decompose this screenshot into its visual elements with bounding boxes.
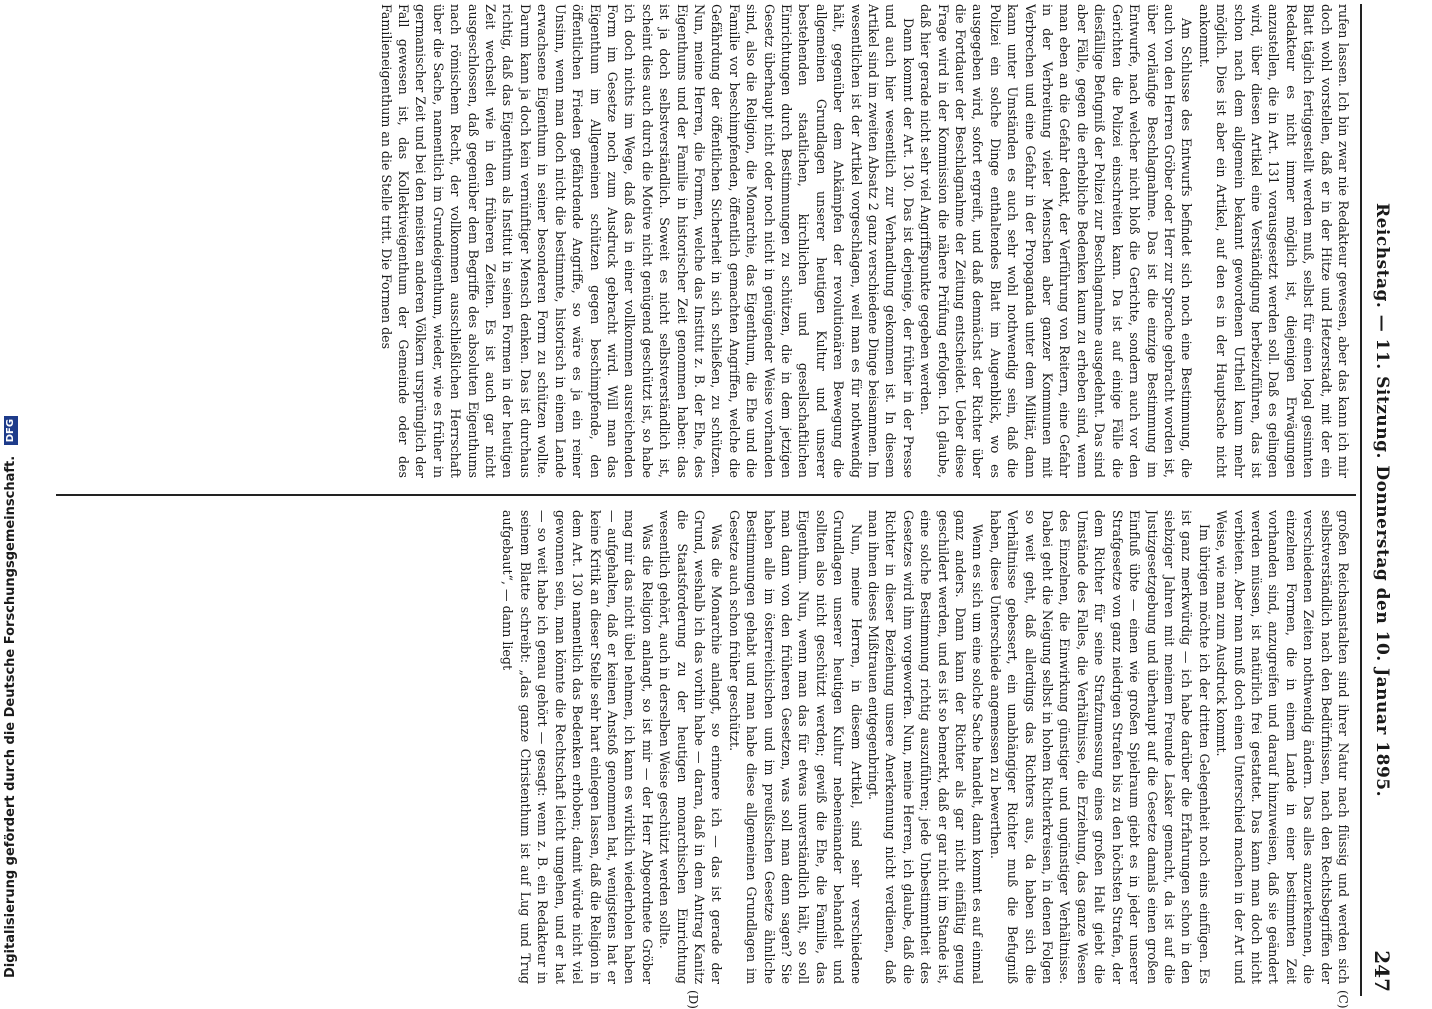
column-rule (56, 494, 1356, 496)
digitization-credit (1, 0, 21, 1000)
paragraph: Was die Religion anlangt, so ist mir — der Herr Abgeordnete Gröber mag mir das nicht übel nehmen, ich kann es wirklich wiederholen haben — aufgehalten, daß er keinen Anstoß genommen hat, wenigstens hat er keine Kritik an dieser Stelle sehr hart einlegen lassen, daß die Religion in dem Art. 130 namentlich das Bedenken erhoben; damit würde nicht viel gewonnen sein, man könnte die Rechtschaft leicht umgehen, und er hat — so weit habe ich genau gehört — gesagt: wenn z. B. ein Redakteur in seinem Blatte schreibt: „das ganze Christenthum ist auf Lug und Trug aufgebaut“, — dann liegt (500, 510, 655, 984)
page-number: 247 (1370, 950, 1394, 992)
left-column (52, 4, 1352, 478)
dfg-logo: DFG (4, 416, 18, 445)
paragraph: großen Reichsanstalten sind ihrer Natur nach flüssig und werden sich selbstverständlich nach den Bedürfnissen, nach den Rechtsbegriffen der verschiedenen Zeiten nothwendig ändern. Das alles anzuerkennen, die einzelnen Formen, die in einem Lande in einer bestimmten Zeit vorhanden sind, anzugreifen und darauf hinzuweisen, daß sie geändert werden müssen, ist natürlich frei gestattet. Das kann man doch nicht verbieten. Aber man muß doch einen Unterschied machen in der Art und Weise, wie man zum Ausdruck kommt. (1214, 510, 1351, 984)
paragraph: Dann kommt der Art. 130. Das ist derjenige, der früher in der Presse und auch hier wesentlich zur Verhandlung gekommen ist. In diesem Artikel sind im zweiten Absatz 2 ganz verschiedene Dinge beisammen. Im wesentlichen ist der Artikel vorgeschlagen, weil man es für nothwendig hält, gegenüber dem Ankämpfen der revolutionären Bewegung die allgemeinen Grundlagen unserer heutigen Kultur und unserer bestehenden staatlichen, kirchlichen und gesellschaftlichen Einrichtungen durch Bestimmungen zu schützen, die in dem jetzigen Gesetz überhaupt nicht oder noch nicht in genügender Weise vorhanden sind, also die Religion, die Monarchie, das Eigenthum, die Ehe und die Familie vor beschimpfenden, öffentlich gemachten Angriffen, welche die Gefährdung der öffentlichen Sicherheit in sich schließen, zu schützen. Nun, meine Herren, die Formen, welche das Institut z. B. der Ehe, des Eigenthums und der Familie in historischer Zeit genommen haben: das ist ja doch selbstverständlich. Soweit es nicht selbstverständlich ist, scheint dies auch durch die Motive nicht genügend geschützt ist, so habe ich doch nichts im Wege, daß das in einer vollkommen ausreichenden Form im Gesetze noch zum Ausdruck gebracht wird. Will man das Eigenthum im Allgemeinen schützen gegen beschimpfende, den öffentlichen Frieden gefährdende Angriffe, so wäre es ja ein reiner Unsinn, wenn man doch nicht die bestimmte, historisch in einem Lande erwachsene Eigenthum in seiner besonderen Form zu schützen wollte. Darum kann ja doch kein vernünftiger Mensch denken. Das ist durchaus richtig, daß das Eigenthum als Institut in seinen Formen in der heutigen Zeit wechselt wie in den früheren Zeiten. Es ist auch gar nicht ausgeschlossen, daß gegenüber dem Begriffe des absoluten Eigenthums nach römischem Recht, der vollkommen ausschließlichen Herrschaft über die Sache, namentlich im Grundeigenthum, wieder, wie es früher in germanischer Zeit und bei den meisten anderen Völkern ursprünglich der Fall gewesen ist, das Kollektiveigenthum der Gemeinde oder des Familieneigenthum an die Stelle tritt. Die Formen des (378, 4, 916, 478)
paragraph: rufen lassen. Ich bin zwar nie Redakteur gewesen, aber das kann ich mir doch wohl vorstellen, daß er in der Hitze und Hetzerstadt, mit der ein Blatt täglich fertiggestellt werden muß, selbst für einen logal gesinnten Redakteur es nicht immer möglich ist, diejenigen Erwägungen anzustellen, die in Art. 131 vorausgesetzt werden soll. Daß es gelingen wird, über diesen Artikel eine Verständigung herbeizuführen, das ist schon nach dem allgemein bekannt gewordenen Urtheil kaum mehr möglich. Dies ist aber ein Artikel, auf den es in der Hauptsache nicht ankommt. (1196, 4, 1351, 478)
right-column (52, 510, 1352, 984)
paragraph: Was die Monarchie anlangt, so erinnere ich — das ist gerade der Grund, weshalb ich das vorhin habe — daran, daß in dem Antrag Kanitz die Staatsforderung zu der heutigen monarchischen Einrichtung wesentlich gehört, auch in derselben Weise geschützt werden sollte. (657, 510, 725, 984)
paragraph: Im übrigen möchte ich der dritten Gelegenheit noch eins einfügen. Es ist ganz merkwürdig — ich habe darüber die Erfahrungen schon in den siebziger Jahren mit meinem Freunde Lasker gemacht, da ist auf die Justizgesetzgebung und überhaupt auf die Gesetze damals einen großen Einfluß übte — einen wie großen Spielraum giebt es in jeder unserer Strafgesetze von ganz niedrigen Strafen bis zu den höchsten Strafen, der dem Richter für seine Strafzumessung eines großen Halt giebt die Umstände des Falles, die Verhältnisse, die Erziehung, das ganze Wesen des Einzelnen, die Einwirkung günstiger und ungünstiger Verhältnisse. Dabei geht die Neigung selbst in hohem Richterkreisen, in denen Folgen so weit geht, daß allerdings das Richters aus, da haben sich die Verhältnisse gebessert, ein unabhängiger Richter muß die Befugniß haben, diese Unterschiede angemessen zu bewerthen. (987, 510, 1212, 984)
rotated-page (40, 4, 1400, 1009)
margin-mark-d: (D) (686, 990, 700, 1009)
paragraph: Nun, meine Herren, in diesem Artikel, sind sehr verschiedene Grundlagen unserer heutigen Kultur nebeneinander behandelt und sollten also nicht geschützt werden; gewiß die Ehe, die Familie, das Eigenthum. Nun, wenn man das für etwas unverständlich hält, so soll man dann von den früheren Gesetzen, was soll man denn sagen? Sie haben alle im österreichischen und im preußischen Gesetze ähnliche Bestimmungen gehabt und man habe diese allgemeinen Grundlagen im Gesetze auch schon früher geschützt. (726, 510, 864, 984)
paragraph: Am Schlusse des Entwurfs befindet sich noch eine Bestimmung, die auch von den Herren Gröber oder Herr zur Sprache gebracht worden ist, über vorläufige Beschlagnahme. Das ist die einzige Bestimmung im Entwurfe, nach welcher nicht bloß die Gerichte, sondern auch vor den Gerichten die Polizei einschreiten kann. Da ist auf einige Fälle die diesfällige Befugniß der Polizei zur Beschlagnahme ausgedehnt. Das sind aber Fälle, gegen die erhebliche Bedenken kaum zu erheben sind, wenn man eben an die Gefahr denkt, der Verführung von Reitern, eine Gefahr in der Verbreitung vieler Menschen aber ganzer Kommunen mit Verbrechen und eine Gefahr in der Propaganda unter dem Militär, dann kann unter Umständen es auch sehr wohl nothwendig sein, daß die Polizei ein solche Dinge enthaltendes Blatt im Augenblick, wo es ausgegeben wird, sofort ergreift, und daß demnächst der Richter über die Fortdauer der Beschlagnahme der Zeitung entscheidet. Ueber diese Frage wird in der Kommission die nähere Prüfung erfolgen. Ich glaube, daß hier gerade nicht sehr viel Angriffspunkte gegeben werden. (918, 4, 1195, 478)
digitization-strip (0, 0, 22, 1000)
page-header (1364, 4, 1400, 996)
paragraph: Wenn es sich um eine solche Sache handelt, dann kommt es auf einmal ganz anders. Dann kann der Richter als gar nicht einfältig genug geschildert werden, und es ist so bemerkt, daß er gar nicht im Stande ist, eine solche Bestimmung richtig auszuführen; jede Unbestimmtheit des Gesetzes wird ihm vorgeworfen. Nun, meine Herren, ich glaube, daß die Richter in dieser Beziehung unsere Anerkennung nicht verdienen, daß man ihnen dieses Mißtrauen entgegenbringt. (866, 510, 986, 984)
margin-mark-c: (C) (1336, 990, 1350, 1009)
running-title: Reichstag. — 11. Sitzung. Donnerstag den 10. Januar 1895. (1372, 202, 1392, 798)
page-scan (40, 4, 1400, 1009)
header-rule (1360, 4, 1362, 996)
digitization-credit-text: Digitalisierung gefördert durch die Deutsche Forschungsgemeinschaft. (3, 455, 18, 978)
